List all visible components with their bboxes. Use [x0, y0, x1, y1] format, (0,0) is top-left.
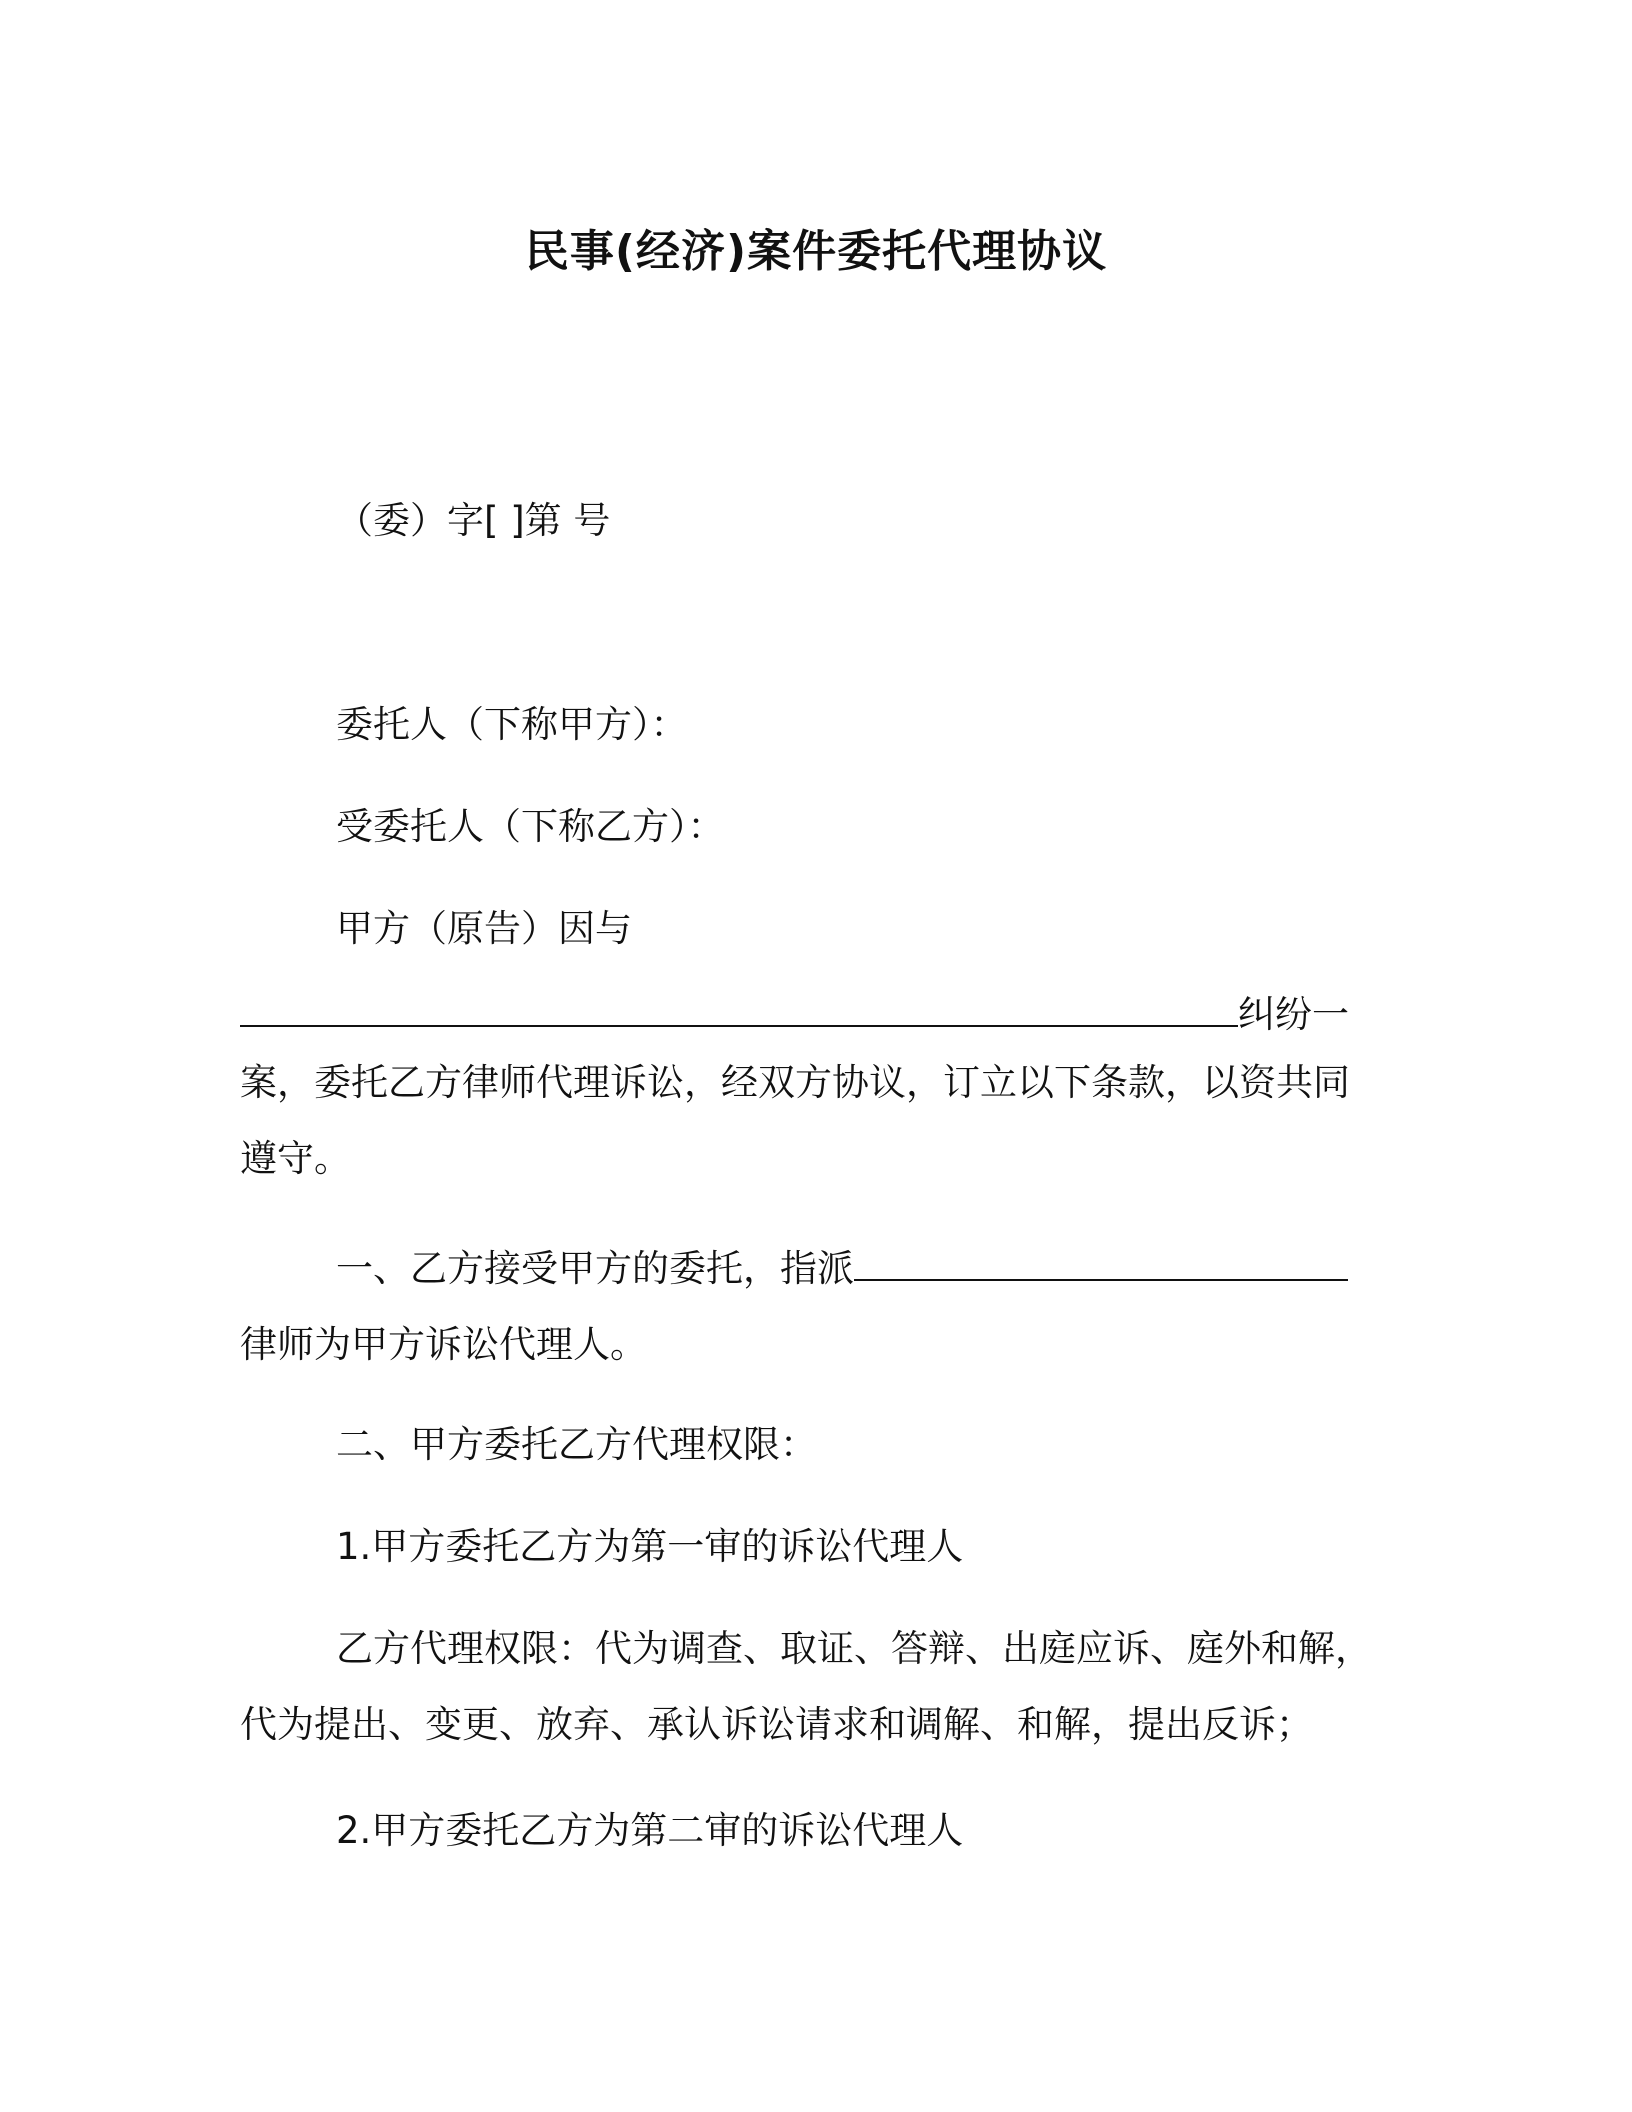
lawyer-name-blank: [854, 1245, 1348, 1281]
item-1: 1.甲方委托乙方为第一审的诉讼代理人: [336, 1525, 964, 1568]
item-2: 2.甲方委托乙方为第二审的诉讼代理人: [336, 1809, 964, 1852]
document-title: 民事(经济)案件委托代理协议: [524, 226, 1108, 277]
item-1-scope-line-1: 乙方代理权限：代为调查、取证、答辩、出庭应诉、庭外和解，: [336, 1627, 1372, 1670]
clause-1-line-1: [336, 1244, 1364, 1294]
clause-1-prefix: 一、乙方接受甲方的委托，指派: [336, 1247, 854, 1290]
dispute-blank-line: [240, 991, 1238, 1027]
case-number: （委）字[ ]第 号: [336, 499, 611, 542]
clause-1-line-2: 律师为甲方诉讼代理人。: [240, 1323, 647, 1366]
client-label: 委托人（下称甲方）：: [336, 703, 688, 746]
agent-label: 受委托人（下称乙方）：: [336, 805, 725, 848]
dispute-line-2: 案，委托乙方律师代理诉讼，经双方协议，订立以下条款，以资共同: [240, 1061, 1350, 1104]
dispute-line-3: 遵守。: [240, 1137, 351, 1180]
item-1-scope-line-2: 代为提出、变更、放弃、承认诉讼请求和调解、和解，提出反诉；: [240, 1703, 1313, 1746]
dispute-line-1: [240, 990, 1364, 1040]
dispute-intro: 甲方（原告）因与: [336, 907, 632, 950]
dispute-suffix: 纠纷一: [1238, 993, 1349, 1036]
clause-2-heading: 二、甲方委托乙方代理权限：: [336, 1423, 817, 1466]
